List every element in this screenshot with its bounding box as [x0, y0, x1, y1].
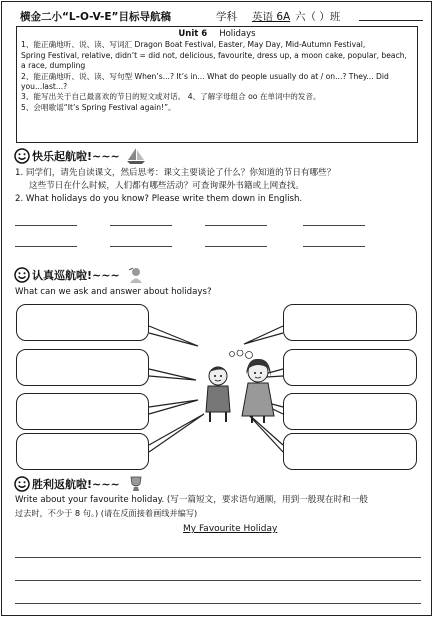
- section-1-line-3: 2. What holidays do you know? Please write them down in English.: [15, 194, 303, 204]
- subject-label: 学科: [216, 11, 237, 23]
- unit-number: Unit 6: [178, 29, 208, 39]
- speech-bubble-right-4[interactable]: [283, 433, 417, 470]
- sailboat-icon: [125, 147, 147, 165]
- class-label: 六（ ）班: [295, 11, 341, 23]
- smiley-icon: [14, 476, 30, 492]
- section-2-question: What can we ask and answer about holidays?: [15, 287, 212, 297]
- speech-bubble-right-1[interactable]: [283, 304, 417, 341]
- answer-blanks-row-1: [15, 225, 421, 226]
- section-3-instruction-1: Write about your favourite holiday. (写一篇短文，要求语句通顺，用到一般现在时和一般: [15, 495, 368, 505]
- answer-blank[interactable]: [303, 225, 365, 226]
- subject-value: 英语 6A: [252, 11, 291, 23]
- speech-bubble-left-4[interactable]: [16, 433, 149, 470]
- goal-item: Spring Festival, relative, didn’t = did not, delicious, favourite, dress up, a moon cake, popular, beach, a race, dumpling: [21, 50, 407, 71]
- writing-line[interactable]: [15, 603, 421, 604]
- speech-bubble-right-2[interactable]: [283, 349, 417, 386]
- writing-line[interactable]: [15, 557, 421, 558]
- unit-name: Holidays: [219, 29, 256, 39]
- section-2-title: [14, 266, 147, 284]
- writing-line[interactable]: [15, 580, 421, 581]
- answer-blank[interactable]: [110, 225, 172, 226]
- speech-bubble-left-3[interactable]: [16, 393, 149, 430]
- answer-blank[interactable]: [15, 225, 77, 226]
- goal-item: 3、能写出关于自己最喜欢的节日的短文或对话。 4、了解字母组合 oo 在单词中的发音。: [21, 92, 321, 102]
- goal-item: 5、会唱歌谣“It’s Spring Festival again!”。: [21, 102, 176, 112]
- learning-goals-box: [16, 26, 418, 143]
- section-3-instruction-2: 过去时，不少于 8 句。) (请在反面接着画线并编写): [15, 508, 198, 518]
- section-1-title: [14, 147, 147, 165]
- speech-bubble-left-2[interactable]: [16, 349, 149, 386]
- name-blank[interactable]: [359, 20, 423, 21]
- answer-blank[interactable]: [303, 246, 365, 247]
- kids-talking-picture: [196, 350, 284, 424]
- section-1-line-1: 1. 同学们，请先自读课文，然后思考：课文主要谈论了什么？你知道的节日有哪些？: [15, 168, 336, 178]
- answer-blanks-row-2: [15, 246, 421, 247]
- goal-item: 1、能正确地听、说、读、写词汇 Dragon Boat Festival, Easter, May Day, Mid-Autumn Festival,: [21, 40, 366, 50]
- smiley-icon: [14, 267, 30, 283]
- speech-bubble-left-1[interactable]: [16, 304, 149, 341]
- goal-item: 2、能正确地听、说、读、写句型 When’s...? It’s in... What do people usually do at / on...? They... Did you...last...?: [21, 71, 389, 92]
- child-picture-icon: [125, 266, 147, 284]
- section-1-heading: 快乐起航啦!~~~: [32, 150, 120, 163]
- answer-blank[interactable]: [15, 246, 77, 247]
- section-3-heading: 胜利返航啦!~~~: [32, 478, 120, 491]
- section-3-title: [14, 475, 147, 493]
- section-2-heading: 认真巡航啦!~~~: [32, 269, 120, 282]
- answer-blank[interactable]: [110, 246, 172, 247]
- school-title: 横金二小“L-O-V-E”目标导航稿: [20, 11, 171, 23]
- section-1-line-2: 这些节日在什么时候，人们都有哪些活动？可查询课外书籍或上网查找。: [29, 181, 305, 191]
- answer-blank[interactable]: [205, 246, 267, 247]
- answer-blank[interactable]: [205, 225, 267, 226]
- trophy-picture-icon: [125, 475, 147, 493]
- speech-bubble-right-3[interactable]: [283, 393, 417, 430]
- unit-title: [21, 29, 413, 39]
- worksheet-header: [20, 9, 424, 24]
- essay-title: My Favourite Holiday: [183, 524, 278, 534]
- smiley-icon: [14, 148, 30, 164]
